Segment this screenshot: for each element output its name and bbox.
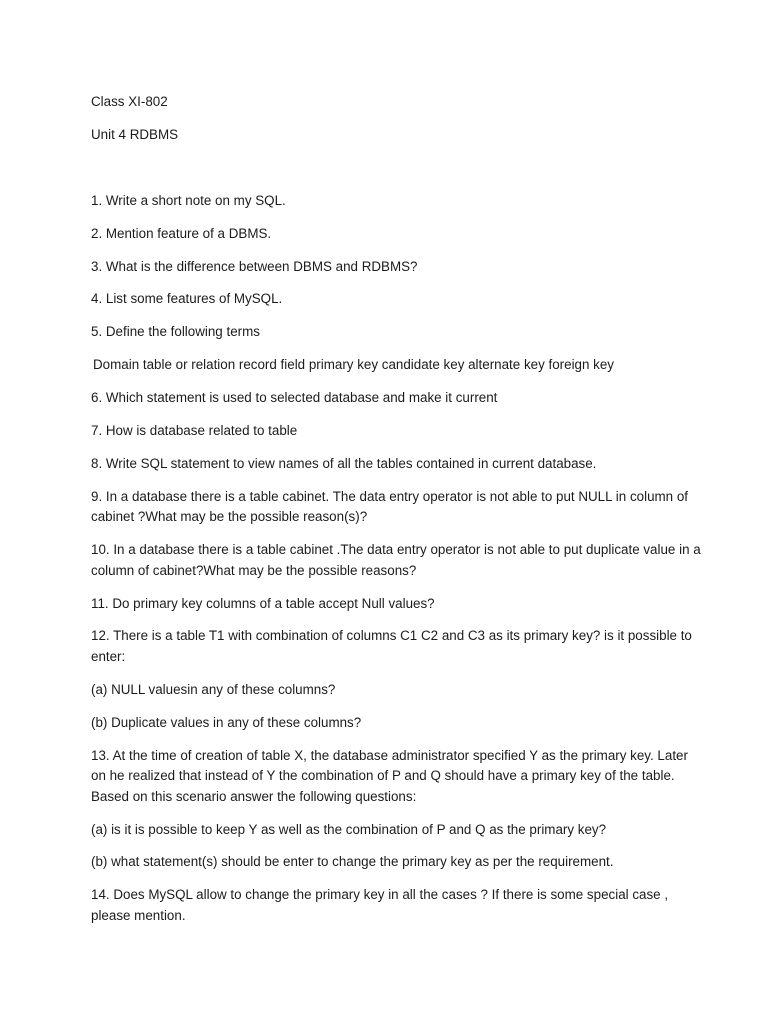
question-14: 14. Does MySQL allow to change the primary key in all the cases ? If there is some special case , please mention. [91, 887, 669, 923]
question-13b: (b) what statement(s) should be enter to change the primary key as per the requirement. [91, 854, 614, 870]
question-3: 3. What is the difference between DBMS and RDBMS? [91, 258, 418, 274]
question-10: 10. In a database there is a table cabinet .The data entry operator is not able to put duplicate value in a column of cabinet?What may be the possible reasons? [91, 542, 701, 578]
question-5: 5. Define the following terms [91, 324, 260, 340]
question-7: 7. How is database related to table [91, 423, 298, 439]
question-8: 8. Write SQL statement to view names of all the tables contained in current database. [91, 455, 597, 471]
question-12a: (a) NULL valuesin any of these columns? [91, 681, 336, 697]
question-13a: (a) is it is possible to keep Y as well as the combination of P and Q as the primary key? [91, 821, 607, 837]
question-2: 2. Mention feature of a DBMS. [91, 225, 272, 241]
unit-line: Unit 4 RDBMS [91, 126, 179, 142]
question-9: 9. In a database there is a table cabinet. The data entry operator is not able to put NULL in column of cabinet ?What may be the possible reason(s)? [91, 488, 689, 525]
question-6: 6. Which statement is used to selected database and make it current [91, 390, 498, 406]
question-13: 13. At the time of creation of table X, the database administrator specified Y as the primary key. Later on he realized that instead of Y the combination of P and Q should have a primary key of the table. Based on this scenario answer the following questions: [91, 747, 688, 804]
question-12b: (b) Duplicate values in any of these columns? [91, 714, 362, 730]
class-line: Class XI-802 [91, 94, 168, 109]
question-5-terms: Domain table or relation record field primary key candidate key alternate key foreign key [93, 357, 615, 373]
question-4: 4. List some features of MySQL. [91, 291, 283, 307]
question-12: 12. There is a table T1 with combination of columns C1 C2 and C3 as its primary key? is it possible to enter: [91, 628, 692, 664]
document-page [91, 92, 701, 939]
question-11: 11. Do primary key columns of a table accept Null values? [91, 595, 435, 611]
spacer [91, 158, 701, 191]
question-1: 1. Write a short note on my SQL. [91, 192, 286, 208]
